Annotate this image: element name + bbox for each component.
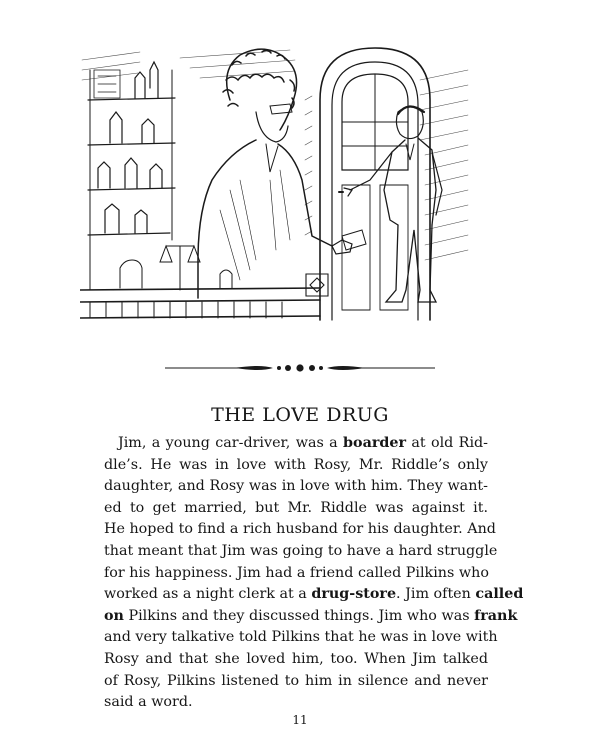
text-segment: Rosy and that she loved him, too. When Jim talked bbox=[104, 650, 488, 667]
text-segment: Pilkins and they discussed things. Jim who was bbox=[123, 607, 475, 624]
page-number: 11 bbox=[292, 713, 308, 727]
text-segment: and very talkative told Pilkins that he was in love with bbox=[104, 629, 498, 646]
section-divider-ornament bbox=[165, 360, 435, 376]
paragraph-line bbox=[104, 433, 488, 455]
paragraph-line bbox=[104, 519, 496, 541]
vocabulary-word: called bbox=[475, 586, 524, 603]
text-segment: at old Rid- bbox=[406, 435, 489, 451]
text-segment: ed to get married, but Mr. Riddle was against it. bbox=[104, 499, 488, 516]
text-segment: of Rosy, Pilkins listened to him in silence and never bbox=[104, 672, 488, 689]
text-segment: Jim, a young car-driver, was a bbox=[118, 435, 344, 451]
story-text bbox=[104, 433, 524, 714]
story-illustration bbox=[80, 40, 472, 330]
paragraph-line bbox=[104, 476, 488, 498]
paragraph-line bbox=[104, 649, 488, 671]
chapter-title: THE LOVE DRUG bbox=[211, 404, 389, 426]
text-segment: He hoped to find a rich husband for his daughter. And bbox=[104, 521, 496, 538]
text-segment: that meant that Jim was going to have a hard struggle bbox=[104, 542, 498, 559]
paragraph-line bbox=[104, 541, 498, 563]
paragraph-line bbox=[104, 455, 488, 477]
vocabulary-word: boarder bbox=[343, 435, 407, 451]
text-segment: dle’s. He was in love with Rosy, Mr. Riddle’s only bbox=[104, 456, 488, 473]
text-segment: . Jim often bbox=[396, 586, 476, 603]
text-segment: worked as a night clerk at a bbox=[104, 586, 312, 603]
text-segment: for his happiness. Jim had a friend called Pilkins who bbox=[104, 564, 489, 581]
vocabulary-word: drug-store bbox=[311, 586, 397, 603]
paragraph-line bbox=[104, 627, 498, 649]
paragraph-line bbox=[104, 498, 488, 520]
vocabulary-word: on bbox=[104, 607, 124, 624]
text-segment: daughter, and Rosy was in love with him. They want- bbox=[104, 478, 488, 495]
paragraph-line bbox=[104, 692, 488, 714]
paragraph-line bbox=[104, 606, 518, 628]
paragraph-line bbox=[104, 584, 524, 606]
vocabulary-word: frank bbox=[474, 607, 518, 624]
paragraph-line bbox=[104, 671, 488, 693]
text-segment: said a word. bbox=[104, 694, 193, 711]
paragraph-line bbox=[104, 563, 488, 585]
